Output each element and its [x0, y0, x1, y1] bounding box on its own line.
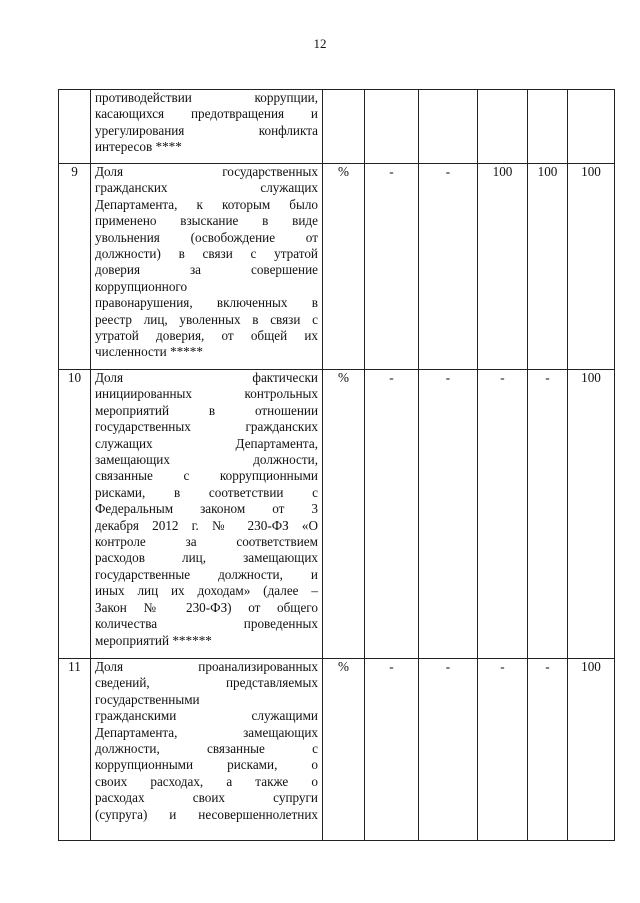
description-line: рисками, в соответствии с [95, 484, 318, 500]
description-line: декабря 2012 г. № 230-ФЗ «О [95, 517, 318, 533]
indicator-description [91, 659, 323, 841]
unit-cell [323, 90, 365, 164]
description-line: коррупционными рисками, о [95, 757, 318, 773]
description-line: реестр лиц, уволенных в связи с [95, 311, 318, 327]
value-cell-1: - [365, 659, 419, 841]
description-line: Департамента, замещающих [95, 724, 318, 740]
value-cell-5: 100 [568, 370, 615, 659]
description-line: (супруга) и несовершеннолетних [95, 806, 318, 822]
value-cell-4: 100 [528, 164, 568, 370]
table-row [59, 90, 615, 164]
description-line: противодействии коррупции, [95, 90, 318, 105]
description-line: Доля фактически [95, 370, 318, 385]
value-cell-4 [528, 90, 568, 164]
description-line: коррупционного [95, 278, 188, 294]
value-cell-5: 100 [568, 164, 615, 370]
unit-cell: % [323, 370, 365, 659]
description-line: мероприятий ****** [95, 632, 212, 648]
row-number: 10 [59, 370, 91, 659]
row-number [59, 90, 91, 164]
description-line: расходах своих супруги [95, 790, 318, 806]
table-row [59, 370, 615, 659]
unit-cell: % [323, 164, 365, 370]
description-line: доверия за совершение [95, 262, 318, 278]
description-line: количества проведенных [95, 616, 318, 632]
value-cell-1: - [365, 370, 419, 659]
description-line: инициированных контрольных [95, 386, 318, 402]
description-line: Департамента, к которым было [95, 196, 318, 212]
description-line: численности ***** [95, 344, 203, 360]
description-line: мероприятий в отношении [95, 402, 318, 418]
description-line: утратой доверия, от общей их [95, 328, 318, 344]
value-cell-1: - [365, 164, 419, 370]
description-line: урегулирования конфликта [95, 122, 318, 138]
indicator-description [91, 164, 323, 370]
indicators-table [58, 89, 615, 841]
indicator-description [91, 90, 323, 164]
description-line: замещающих должности, [95, 452, 318, 468]
description-line: правонарушения, включенных в [95, 295, 318, 311]
value-cell-5: 100 [568, 659, 615, 841]
value-cell-1 [365, 90, 419, 164]
description-line: служащих Департамента, [95, 435, 318, 451]
description-line: гражданскими служащими [95, 708, 318, 724]
description-line: Федеральным законом от 3 [95, 501, 318, 517]
description-line: государственными [95, 691, 200, 707]
value-cell-2: - [419, 659, 478, 841]
description-line: иных лиц их доходам» (далее – [95, 583, 318, 599]
description-line: Доля проанализированных [95, 659, 318, 674]
table-row [59, 659, 615, 841]
value-cell-2 [419, 90, 478, 164]
description-line: своих расходах, а также о [95, 773, 318, 789]
page-number: 12 [313, 36, 327, 51]
description-line: применено взыскание в виде [95, 213, 318, 229]
value-cell-3 [478, 90, 528, 164]
row-number: 11 [59, 659, 91, 841]
description-line: сведений, представляемых [95, 675, 318, 691]
description-line: интересов **** [95, 139, 182, 155]
value-cell-3: - [478, 370, 528, 659]
description-line: должности, связанные с [95, 741, 318, 757]
row-number: 9 [59, 164, 91, 370]
description-line: Закон № 230-ФЗ) от общего [95, 599, 318, 615]
indicator-description [91, 370, 323, 659]
description-line: государственных гражданских [95, 419, 318, 435]
description-line: касающихся предотвращения и [95, 106, 318, 122]
description-line: связанные с коррупционными [95, 468, 318, 484]
description-line: увольнения (освобождение от [95, 229, 318, 245]
value-cell-2: - [419, 370, 478, 659]
table-row [59, 164, 615, 370]
description-line: должности) в связи с утратой [95, 246, 318, 262]
description-line: Доля государственных [95, 164, 318, 179]
description-line: контроле за соответствием [95, 534, 318, 550]
value-cell-5 [568, 90, 615, 164]
unit-cell: % [323, 659, 365, 841]
description-line: расходов лиц, замещающих [95, 550, 318, 566]
value-cell-4: - [528, 659, 568, 841]
value-cell-4: - [528, 370, 568, 659]
description-line: гражданских служащих [95, 180, 318, 196]
value-cell-3: 100 [478, 164, 528, 370]
value-cell-2: - [419, 164, 478, 370]
value-cell-3: - [478, 659, 528, 841]
description-line: государственные должности, и [95, 566, 318, 582]
